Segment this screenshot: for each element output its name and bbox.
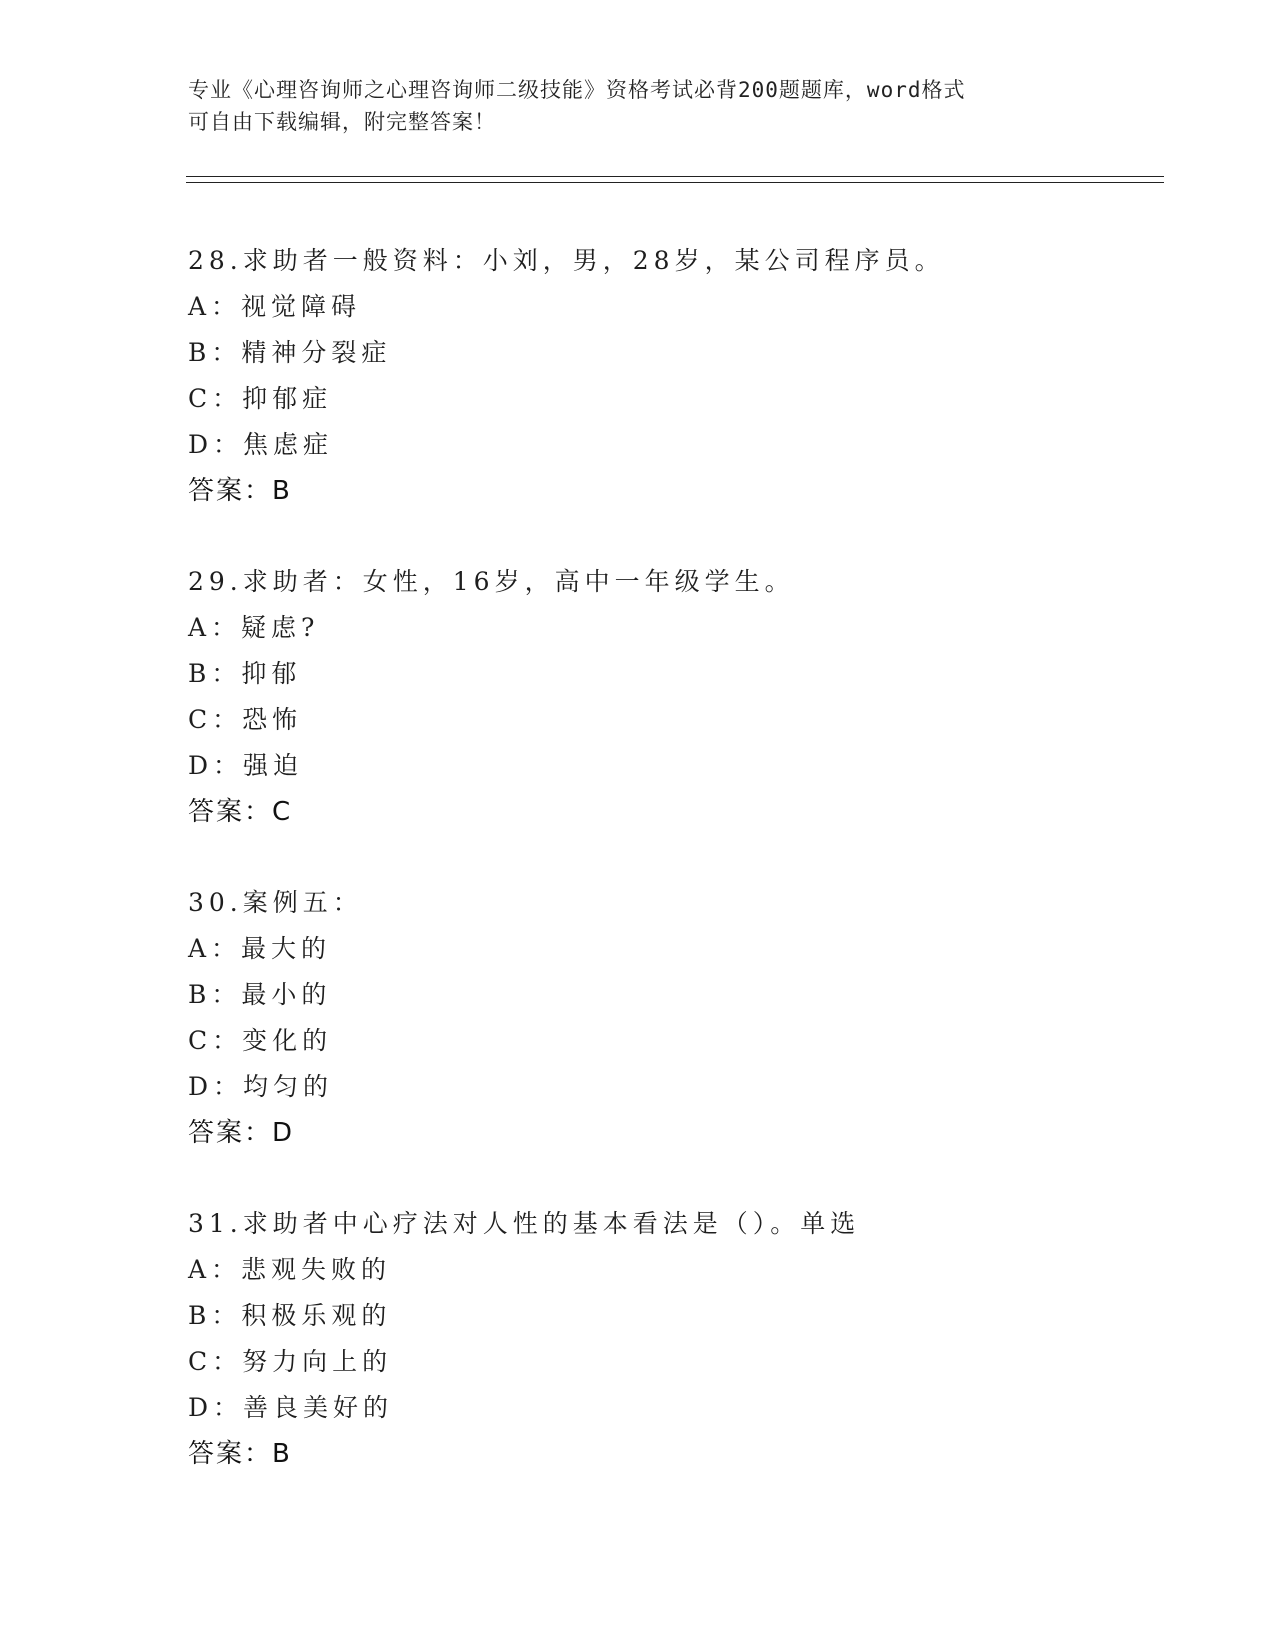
option-c: C：变化的 (188, 1026, 333, 1055)
option-a: A：悲观失败的 (188, 1255, 392, 1284)
option-b: B：精神分裂症 (188, 338, 392, 367)
header-line-2: 可自由下载编辑，附完整答案！ (188, 110, 496, 134)
option-d: D：善良美好的 (188, 1393, 394, 1422)
option-b: B：最小的 (188, 980, 332, 1009)
question-stem: 29.求助者：女性，16岁，高中一年级学生。 (188, 567, 795, 596)
question-list (188, 238, 1168, 1522)
question-stem: 30.案例五： (188, 888, 363, 917)
answer: 答案：B (188, 476, 292, 506)
question-stem: 28.求助者一般资料：小刘，男，28岁，某公司程序员。 (188, 246, 945, 275)
answer: 答案：C (188, 797, 293, 827)
option-a: A：最大的 (188, 934, 332, 963)
answer: 答案：B (188, 1439, 292, 1469)
question-30 (188, 880, 1168, 1201)
header-divider-bottom (186, 182, 1164, 183)
option-c: C：努力向上的 (188, 1347, 393, 1376)
question-29 (188, 559, 1168, 880)
option-b: B：抑郁 (188, 659, 302, 688)
option-a: A：视觉障碍 (188, 292, 362, 321)
document-header (188, 74, 1088, 138)
answer: 答案：D (188, 1118, 295, 1148)
option-c: C：恐怖 (188, 705, 303, 734)
question-31 (188, 1201, 1168, 1522)
option-a: A：疑虑? (188, 613, 320, 642)
option-c: C：抑郁症 (188, 384, 333, 413)
question-28 (188, 238, 1168, 559)
option-b: B：积极乐观的 (188, 1301, 392, 1330)
option-d: D：强迫 (188, 751, 304, 780)
option-d: D：均匀的 (188, 1072, 334, 1101)
question-stem: 31.求助者中心疗法对人性的基本看法是（）。单选 (188, 1209, 861, 1238)
header-line-1: 专业《心理咨询师之心理咨询师二级技能》资格考试必背200题题库，word格式 (188, 78, 966, 102)
option-d: D：焦虑症 (188, 430, 334, 459)
header-divider-top (186, 176, 1164, 177)
